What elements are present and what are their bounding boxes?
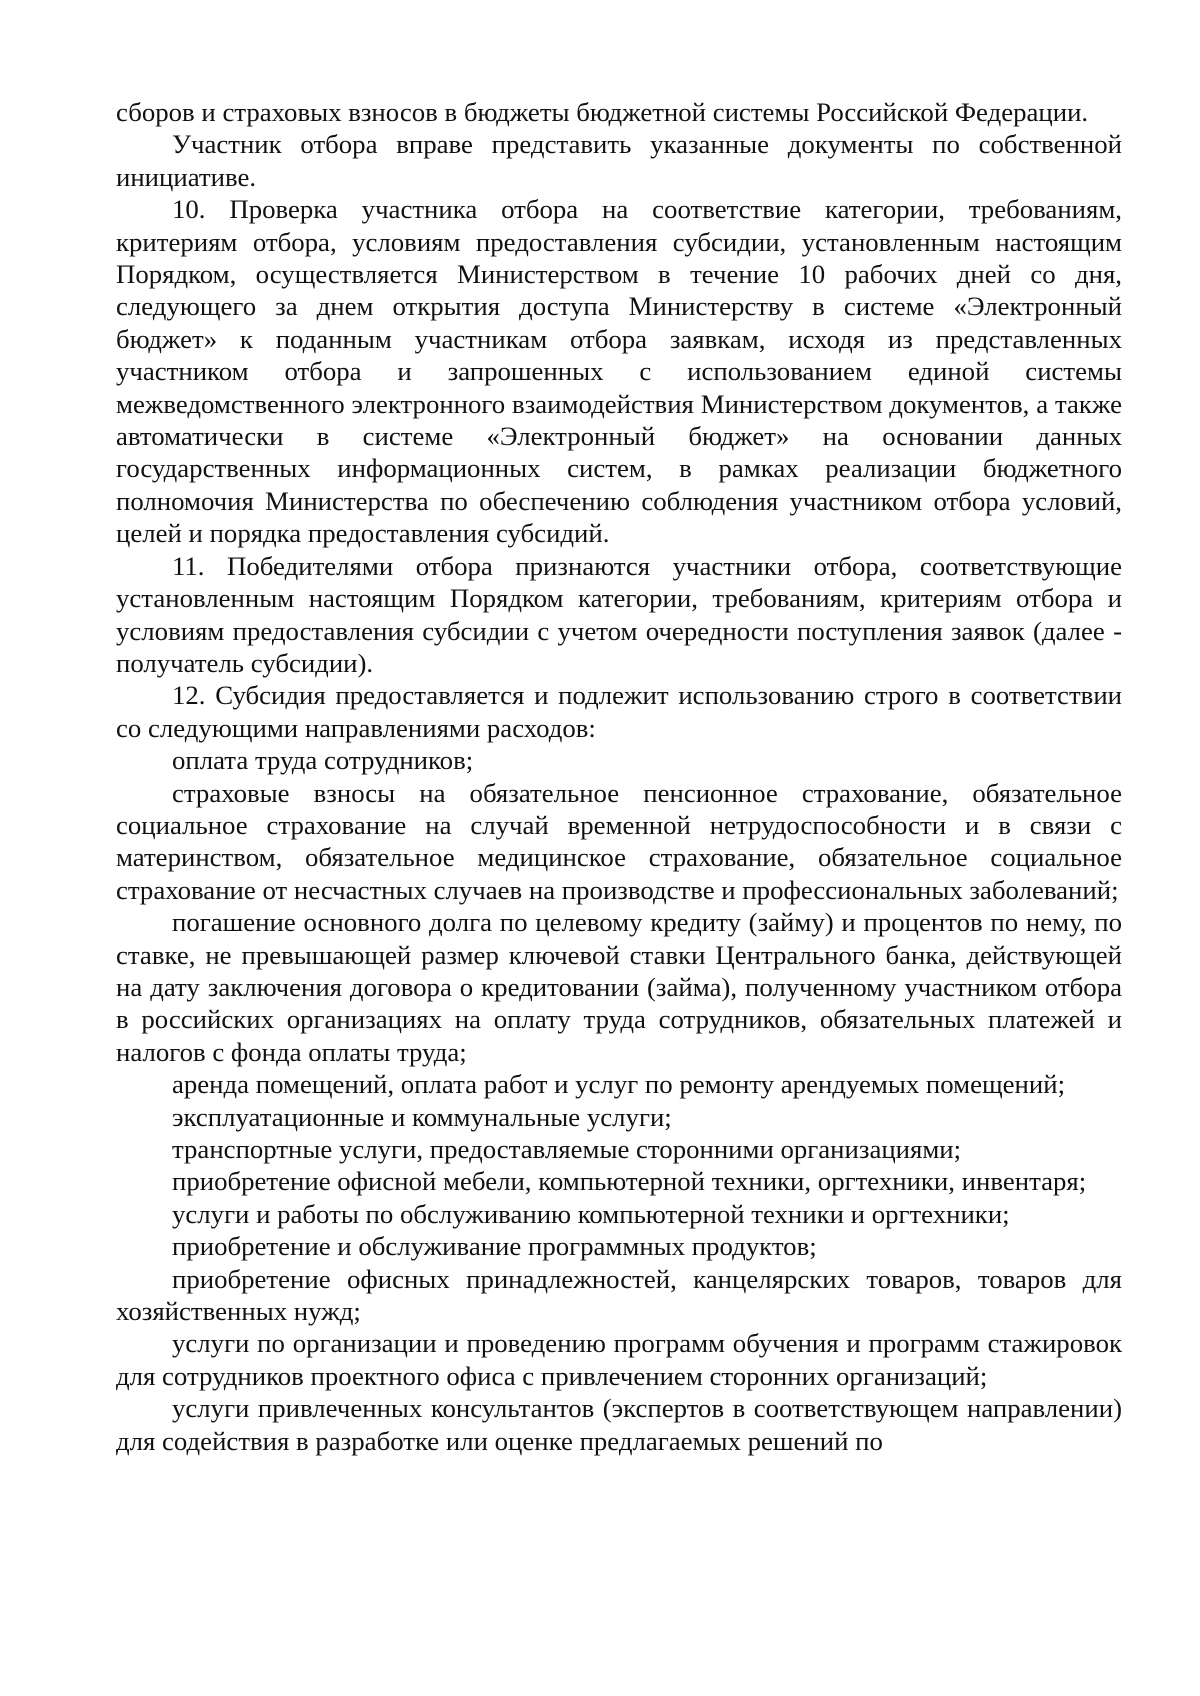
- document-page: [116, 96, 1122, 1457]
- list-item-insurance: страховые взносы на обязательное пенсионное страхование, обязательное социальное страхование на случай временной нетрудоспособности и в связи с материнством, обязательное медицинское страхование, обязательное социальное страхование от несчастных случаев на производстве и профессиональных заболеваний;: [116, 777, 1122, 905]
- list-item-salary: оплата труда сотрудников;: [172, 745, 474, 776]
- list-item-it-maintenance: услуги и работы по обслуживанию компьютерной техники и оргтехники;: [172, 1198, 1010, 1229]
- list-item-software: приобретение и обслуживание программных продуктов;: [172, 1231, 817, 1262]
- list-item-rent: аренда помещений, оплата работ и услуг по ремонту арендуемых помещений;: [172, 1069, 1066, 1100]
- paragraph-clause-11: 11. Победителями отбора признаются участники отбора, соответствующие установленным настоящим Порядком категории, требованиям, критериям отбора и условиям предоставления субсидии с учетом очередности поступления заявок (далее - получатель субсидии).: [116, 550, 1122, 678]
- list-item-loan-repayment: погашение основного долга по целевому кредиту (займу) и процентов по нему, по ставке, не превышающей размер ключевой ставки Центрального банка, действующей на дату заключения договора о кредитовании (займа), полученному участником отбора в российских организациях на оплату труда сотрудников, обязательных платежей и налогов с фонда оплаты труда;: [116, 907, 1122, 1067]
- list-item-utilities: эксплуатационные и коммунальные услуги;: [172, 1101, 672, 1132]
- list-item-training: услуги по организации и проведению программ обучения и программ стажировок для сотрудников проектного офиса с привлечением сторонних организаций;: [116, 1328, 1122, 1391]
- list-item-transport: транспортные услуги, предоставляемые сторонними организациями;: [172, 1134, 962, 1164]
- list-item-supplies: приобретение офисных принадлежностей, канцелярских товаров, товаров для хозяйственных нужд;: [116, 1263, 1122, 1327]
- list-item-furniture: приобретение офисной мебели, компьютерной техники, оргтехники, инвентаря;: [172, 1166, 1087, 1197]
- paragraph-participant-right: Участник отбора вправе представить указанные документы по собственной инициативе.: [116, 129, 1122, 192]
- paragraph-clause-12: 12. Субсидия предоставляется и подлежит использованию строго в соответствии со следующими направлениями расходов:: [116, 680, 1122, 743]
- list-item-consultants: услуги привлеченных консультантов (экспертов в соответствующем направлении) для содействия в разработке или оценке предлагаемых решений по: [116, 1393, 1122, 1456]
- paragraph-clause-10: 10. Проверка участника отбора на соответствие категории, требованиям, критериям отбора, условиям предоставления субсидии, установленным настоящим Порядком, осуществляется Министерством в течение 10 рабочих дней со дня, следующего за днем открытия доступа Министерству в системе «Электронный бюджет» к поданным участникам отбора заявкам, исходя из представленных участником отбора и запрошенных с использованием единой системы межведомственного электронного взаимодействия Министерством документов, а также автоматически в системе «Электронный бюджет» на основании данных государственных информационных систем, в рамках реализации бюджетного полномочия Министерства по обеспечению соблюдения участником отбора условий, целей и порядка предоставления субсидий.: [116, 194, 1122, 549]
- paragraph-continuation: сборов и страховых взносов в бюджеты бюджетной системы Российской Федерации.: [116, 97, 1089, 127]
